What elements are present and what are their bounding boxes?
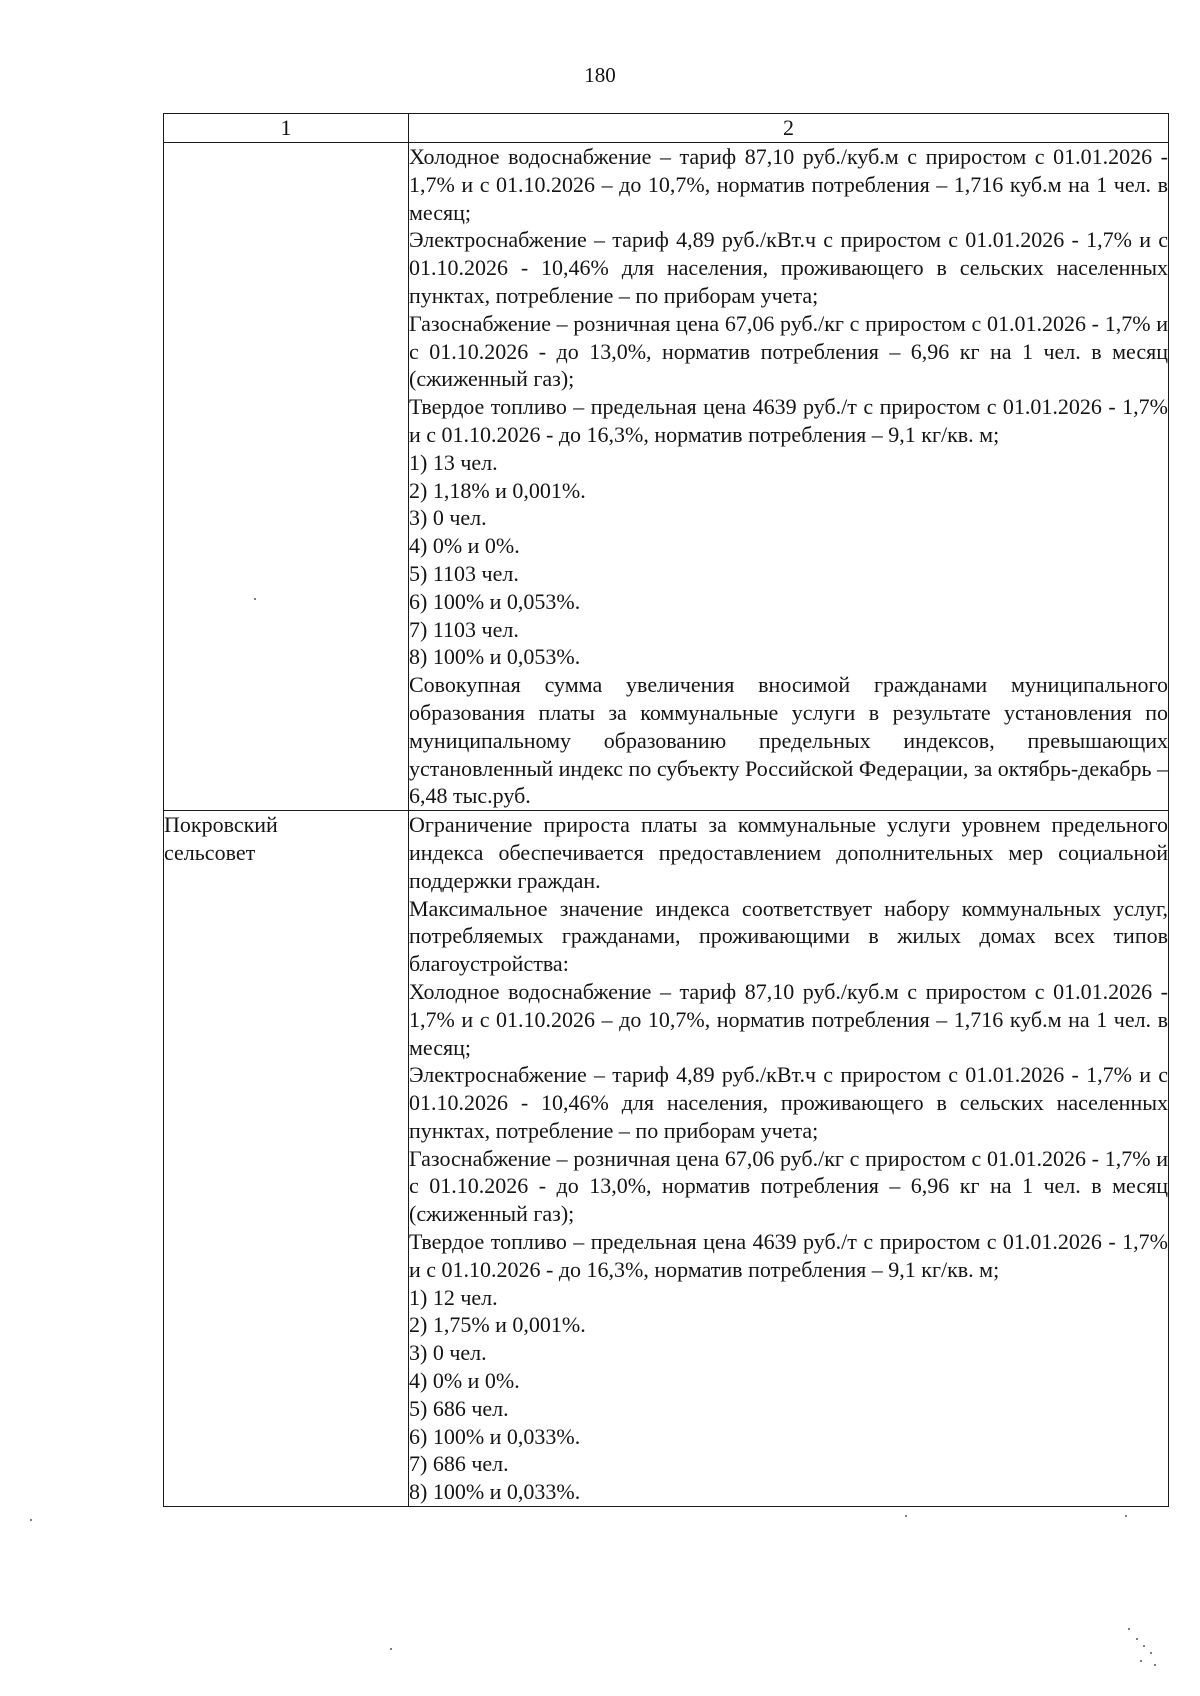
tariff-paragraph: Холодное водоснабжение – тариф 87,10 руб./куб.м с приростом с 01.01.2026 - 1,7% и с 01.10.2026 – до 10,7%, норматив потребления – 1,716 куб.м на 1 чел. в месяц; [409,978,1168,1060]
indicator-item: 3) 0 чел. [409,1340,487,1366]
indicator-item: 5) 686 чел. [409,1395,509,1421]
scan-speck [1128,1628,1130,1630]
table-row [164,143,1169,811]
description-cell [409,143,1169,811]
indicator-item: 1) 13 чел. [409,449,498,475]
scan-speck [1143,1645,1145,1647]
table-body [164,143,1169,1507]
indicator-item: 5) 1103 чел. [409,560,519,586]
indicator-item: 4) 0% и 0%. [409,533,520,559]
column-header-1: 1 [164,114,409,143]
scan-speck [390,1648,392,1650]
indicator-item: 1) 12 чел. [409,1284,498,1310]
indicator-item: 6) 100% и 0,033%. [409,1423,581,1449]
page-number: 180 [584,63,616,87]
tariff-paragraph: Электроснабжение – тариф 4,89 руб./кВт.ч с приростом с 01.01.2026 - 1,7% и с 01.10.2026 - 10,46% для населения, проживающего в сельских населенных пунктах, потребление – по приборам учета; [409,1062,1168,1143]
indicator-item: 8) 100% и 0,053%. [409,644,581,670]
table-row [164,811,1169,1507]
scan-speck [30,1519,32,1521]
summary-paragraph: Совокупная сумма увеличения вносимой гражданами муниципального образования платы за коммунальные услуги в результате установления по муниципальному образованию предельных индексов, превышающих установленный индекс по субъекту Российской Федерации, за октябрь-декабрь – 6,48 тыс.руб. [409,672,1168,809]
column-header-2: 2 [409,114,1169,143]
municipality-name: Покровский сельсовет [164,812,278,865]
indicator-item: 7) 1103 чел. [409,616,519,642]
tariff-paragraph: Газоснабжение – розничная цена 67,06 руб./кг с приростом с 01.01.2026 - 1,7% и с 01.10.2026 - до 13,0%, норматив потребления – 6,96 кг на 1 чел. в месяц (сжиженный газ); [409,310,1168,392]
tariff-paragraph: Твердое топливо – предельная цена 4639 руб./т с приростом с 01.01.2026 - 1,7% и с 01.10.2026 - до 16,3%, норматив потребления – 9,1 кг/кв. м; [409,394,1168,447]
tariff-paragraph: Максимальное значение индекса соответствует набору коммунальных услуг, потребляемых гражданами, проживающими в жилых домах всех типов благоустройства: [409,895,1168,977]
municipality-cell [164,143,409,811]
table-header-row [164,114,1169,143]
tariff-paragraph: Электроснабжение – тариф 4,89 руб./кВт.ч с приростом с 01.01.2026 - 1,7% и с 01.10.2026 - 10,46% для населения, проживающего в сельских населенных пунктах, потребление – по приборам учета; [409,227,1168,308]
scan-speck [1154,1664,1156,1666]
scan-speck [1136,1638,1138,1640]
indicator-item: 6) 100% и 0,053%. [409,588,581,614]
indicator-item: 7) 686 чел. [409,1451,509,1477]
scan-speck [1140,1660,1142,1662]
scan-speck [1150,1652,1152,1654]
indicator-item: 4) 0% и 0%. [409,1368,520,1394]
tariff-paragraph: Холодное водоснабжение – тариф 87,10 руб./куб.м с приростом с 01.01.2026 - 1,7% и с 01.10.2026 – до 10,7%, норматив потребления – 1,716 куб.м на 1 чел. в месяц; [409,144,1168,225]
scan-speck [254,598,256,600]
tariff-table [163,113,1169,1507]
scan-speck [905,1515,907,1517]
description-cell [409,811,1169,1507]
indicator-item: 2) 1,18% и 0,001%. [409,477,586,503]
tariff-paragraph: Ограничение прироста платы за коммунальные услуги уровнем предельного индекса обеспечивается предоставлением дополнительных мер социальной поддержки граждан. [409,812,1168,893]
indicator-item: 3) 0 чел. [409,505,487,531]
indicator-item: 2) 1,75% и 0,001%. [409,1312,586,1338]
municipality-cell [164,811,409,1507]
indicator-item: 8) 100% и 0,033%. [409,1479,581,1505]
tariff-paragraph: Твердое топливо – предельная цена 4639 руб./т с приростом с 01.01.2026 - 1,7% и с 01.10.2026 - до 16,3%, норматив потребления – 9,1 кг/кв. м; [409,1229,1168,1282]
scan-speck [1125,1515,1127,1517]
tariff-paragraph: Газоснабжение – розничная цена 67,06 руб./кг с приростом с 01.01.2026 - 1,7% и с 01.10.2026 - до 13,0%, норматив потребления – 6,96 кг на 1 чел. в месяц (сжиженный газ); [409,1145,1168,1227]
